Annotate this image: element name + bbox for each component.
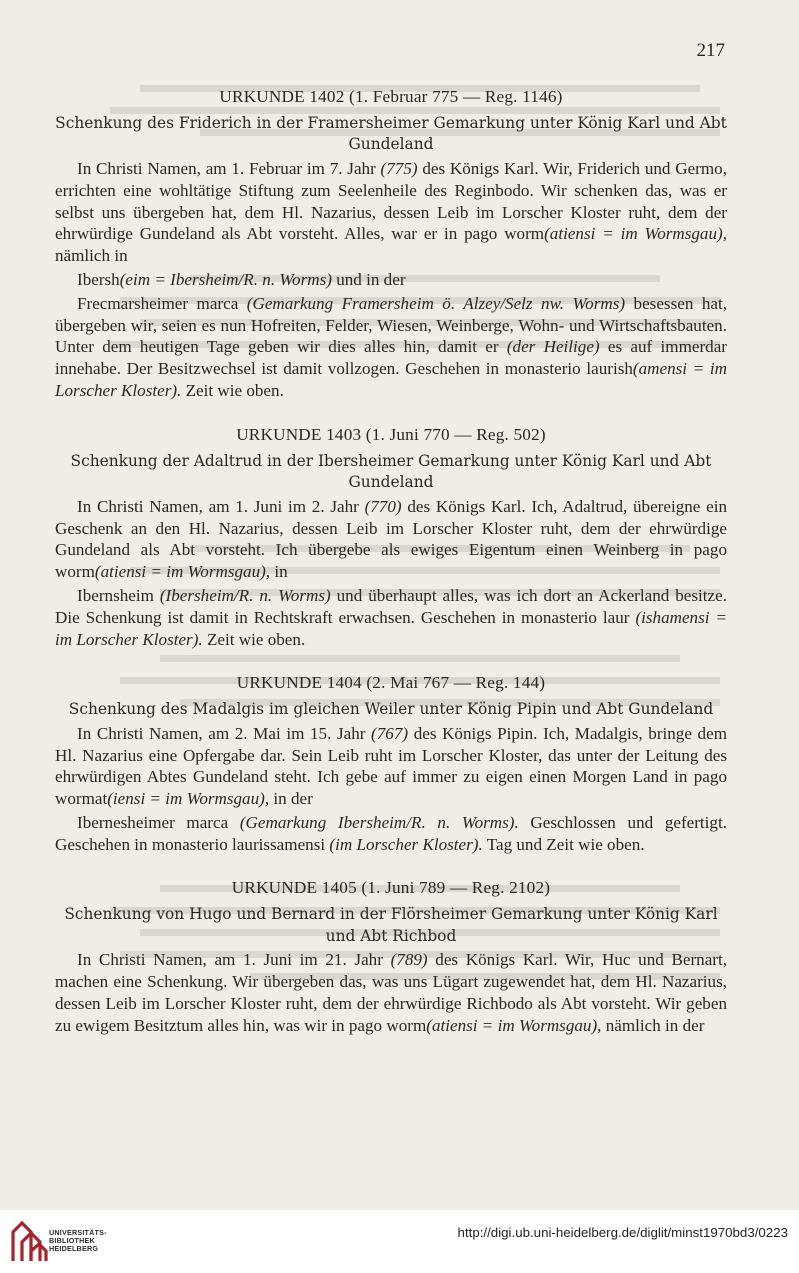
entry-paragraph bbox=[55, 723, 727, 810]
page-number: 217 bbox=[696, 40, 725, 61]
italic-annotation: (Ibersheim/R. n. Worms) bbox=[159, 585, 331, 605]
library-name-line-2: BIBLIOTHEK bbox=[49, 1236, 95, 1245]
entry-title: Schenkung von Hugo und Bernard in der Flörsheimer Gemarkung unter König Karl und Abt Richbod bbox=[64, 905, 718, 945]
text-run: in bbox=[270, 562, 288, 582]
library-name-line-3: HEIDELBERG bbox=[49, 1244, 99, 1253]
permalink-url[interactable]: http://digi.ub.uni-heidelberg.de/diglit/minst1970bd3/0223 bbox=[457, 1225, 788, 1240]
italic-annotation: (ishamensi = im Lorscher Kloster). bbox=[55, 607, 727, 649]
document-body bbox=[55, 86, 727, 1037]
entry-paragraph bbox=[55, 158, 727, 267]
italic-annotation: (767) bbox=[371, 723, 409, 743]
italic-annotation: (Gemarkung Ibersheim/R. n. Worms). bbox=[239, 812, 519, 832]
document-entry bbox=[55, 424, 727, 651]
entry-title: Schenkung der Adaltrud in der Ibersheimer Gemarkung unter König Karl und Abt Gundeland bbox=[70, 451, 712, 492]
entry-paragraph bbox=[55, 269, 727, 291]
entry-heading: URKUNDE 1402 (1. Februar 775 — Reg. 1146) bbox=[219, 87, 563, 106]
text-run: Zeit wie oben. bbox=[202, 629, 306, 649]
entry-paragraph bbox=[55, 496, 727, 583]
italic-annotation: (der Heilige) bbox=[506, 337, 600, 357]
text-run: und überhaupt alles, was ich dort an Ackerland besitze. Die Schenkung ist damit in Rechtskraft erwachsen. Geschehen in monasterio laur bbox=[55, 585, 727, 627]
italic-annotation: (770) bbox=[364, 496, 402, 516]
university-library-logo bbox=[10, 1218, 48, 1264]
entry-heading: URKUNDE 1404 (2. Mai 767 — Reg. 144) bbox=[236, 673, 546, 693]
text-run: Ibernsheim bbox=[77, 585, 160, 605]
entry-heading: URKUNDE 1405 (1. Juni 789 — Reg. 2102) bbox=[231, 878, 551, 898]
text-run: Ibernesheimer marca bbox=[77, 812, 240, 832]
italic-annotation: (amensi = im Lorscher Kloster). bbox=[55, 359, 728, 400]
text-run: nämlich in bbox=[55, 246, 128, 266]
text-run: in der bbox=[269, 789, 313, 809]
italic-annotation: (iensi = im Wormsgau), bbox=[107, 789, 270, 809]
footer-bar bbox=[0, 1210, 799, 1273]
document-entry bbox=[55, 86, 727, 402]
text-run: des Königs Karl. Wir, Friderich und Germo, errichten eine wohltätige Stiftung zum Seelenheile des Reginbodo. Wir schenken das, was er selbst uns übergeben hat, dem Hl. Nazarius, dessen Leib im Lorscher Kloster ruht, dem der ehrwürdige Gundeland als Abt vorsteht. Alles, war er in pago worm bbox=[55, 158, 727, 244]
text-run: In Christi Namen, am 1. Juni im 2. Jahr bbox=[77, 496, 365, 516]
italic-annotation: (atiensi = im Wormsgau), bbox=[94, 562, 271, 582]
entry-paragraph bbox=[55, 812, 727, 856]
text-run: Tag und Zeit wie oben. bbox=[482, 834, 645, 854]
library-name bbox=[49, 1229, 107, 1253]
entry-title: Schenkung des Madalgis im gleichen Weiler unter König Pipin und Abt Gundeland bbox=[68, 700, 714, 719]
text-run: und in der bbox=[331, 269, 406, 289]
text-run: es auf immerdar innehabe. Der Besitzwechsel ist damit vollzogen. Geschehen in monasterio laurish bbox=[55, 337, 727, 379]
text-run: In Christi Namen, am 2. Mai im 15. Jahr bbox=[77, 723, 372, 743]
entry-paragraph bbox=[55, 949, 727, 1036]
italic-annotation: (im Lorscher Kloster). bbox=[329, 834, 483, 854]
entry-title: Schenkung des Friderich in der Framersheimer Gemarkung unter König Karl und Abt Gundeland bbox=[55, 113, 727, 154]
text-run: Geschlossen und gefertigt. Geschehen in monasterio laurissamensi bbox=[55, 812, 727, 854]
text-run: des Königs Karl. Wir, Huc und Bernart, machen eine Schenkung. Wir übergeben das, was uns Lügart zugewendet hat, dem Hl. Nazarius, dessen Leib im Lorscher Kloster ruht, dem der ehrwürdige Richbodo als Abt vorsteht. Wir geben zu ewigem Besitztum alles hin, was wir in pago worm bbox=[55, 950, 727, 1035]
text-run: des Königs Pipin. Ich, Madalgis, bringe dem Hl. Nazarius eine Opfergabe dar. Sein Leib ruht im Lorscher Kloster, das unter der Leitung des ehrwürdigen Abtes Gundeland steht. Ich gebe auf immer zu eigen einen Morgen Land in pago wormat bbox=[55, 723, 727, 809]
italic-annotation: (atiensi = im Wormsgau), bbox=[426, 1015, 602, 1035]
text-run: Frecmarsheimer marca bbox=[77, 293, 247, 313]
text-run: In Christi Namen, am 1. Juni im 21. Jahr bbox=[77, 950, 391, 970]
text-run: In Christi Namen, am 1. Februar im 7. Jahr bbox=[77, 158, 381, 178]
italic-annotation: (atiensi = im Wormsgau), bbox=[544, 224, 727, 244]
document-entry bbox=[55, 877, 727, 1036]
italic-annotation: (775) bbox=[380, 158, 418, 178]
text-run: nämlich in der bbox=[601, 1015, 705, 1035]
italic-annotation: (Gemarkung Framersheim ö. Alzey/Selz nw. Worms) bbox=[246, 293, 626, 313]
text-run: besessen hat, übergeben wir, seien es nun Hofreiten, Felder, Wiesen, Weinberge, Wohn- und Wirtschaftsbauten. Unter dem heutigen Tage geben wir dies alles hin, damit er bbox=[55, 293, 728, 357]
library-name-line-1: UNIVERSITÄTS- bbox=[49, 1228, 107, 1237]
entry-paragraph bbox=[55, 293, 727, 402]
text-run: des Königs Karl. Ich, Adaltrud, übereigne ein Geschenk an den Hl. Nazarius, dessen Leib im Lorscher Kloster ruht, dem der ehrwürdige Gundeland als Abt vorsteht. Ich übergebe als ewiges Eigentum einen Weinberg in pago worm bbox=[55, 496, 728, 582]
text-run: Zeit wie oben. bbox=[181, 380, 284, 400]
entry-paragraph bbox=[55, 585, 727, 650]
entry-heading: URKUNDE 1403 (1. Juni 770 — Reg. 502) bbox=[236, 424, 546, 444]
italic-annotation: (eim = Ibersheim/R. n. Worms) bbox=[119, 269, 332, 289]
italic-annotation: (789) bbox=[390, 950, 428, 970]
document-entry bbox=[55, 672, 727, 855]
text-run: Ibersh bbox=[77, 269, 120, 289]
